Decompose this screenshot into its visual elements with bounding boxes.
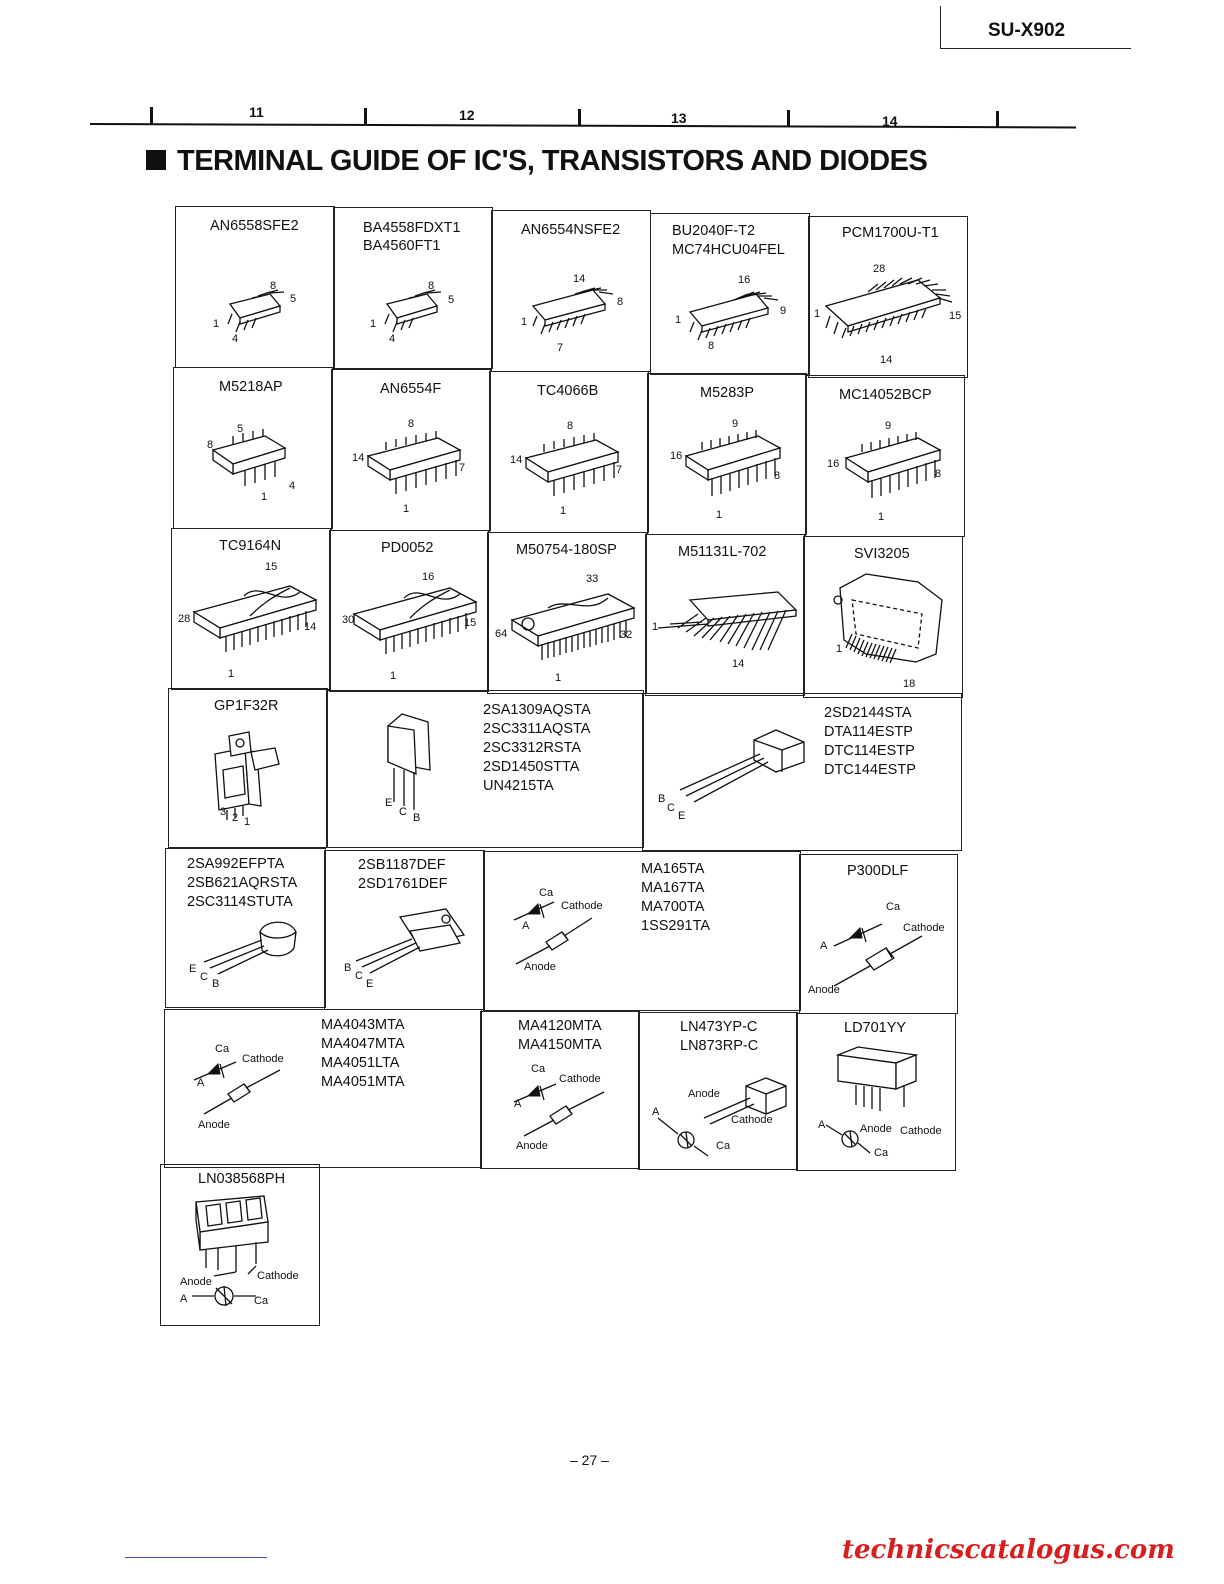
- pin-label: 1: [390, 670, 397, 682]
- dip30-package-icon: [350, 580, 480, 660]
- pin-label: 28: [178, 613, 191, 625]
- pin-label: B: [212, 978, 220, 990]
- part-number: LD701YY: [844, 1020, 907, 1036]
- pin-label: 3: [220, 806, 227, 818]
- pin-label: 7: [557, 342, 564, 354]
- pin-label: A: [180, 1293, 188, 1305]
- pin-label: C: [399, 806, 407, 818]
- ruler-line: [90, 123, 1076, 128]
- pin-label: E: [189, 963, 197, 975]
- sop16-package-icon: [680, 286, 790, 346]
- ruler-tick: [150, 107, 153, 124]
- part-number: MA4051MTA: [321, 1074, 405, 1090]
- pin-label: 5: [237, 423, 244, 435]
- pin-label: E: [678, 810, 686, 822]
- part-number: MA167TA: [641, 880, 705, 896]
- pin-label: Cathode: [731, 1114, 773, 1126]
- part-number: LN038568PH: [198, 1171, 286, 1187]
- pin-label: Anode: [198, 1119, 230, 1131]
- pin-label: 1: [878, 511, 885, 523]
- pin-label: 9: [780, 305, 787, 317]
- title-bullet: [146, 150, 166, 170]
- pin-label: 4: [289, 480, 296, 492]
- pin-label: 4: [389, 333, 396, 345]
- part-number: BU2040F-T2: [672, 223, 756, 239]
- pin-label: 8: [935, 468, 942, 480]
- ruler-label: 12: [459, 107, 475, 123]
- pin-label: 1: [213, 318, 220, 330]
- dip16-package-icon: [680, 430, 790, 500]
- part-number: AN6554NSFE2: [521, 222, 621, 238]
- part-number: MA4051LTA: [321, 1055, 400, 1071]
- part-number: MA4043MTA: [321, 1017, 405, 1033]
- part-number: 2SA992EFPTA: [187, 856, 285, 872]
- part-number: MA4150MTA: [518, 1037, 602, 1053]
- ruler-label: 13: [671, 110, 687, 126]
- page-title: TERMINAL GUIDE OF IC'S, TRANSISTORS AND DIODES: [177, 145, 928, 177]
- part-number: UN4215TA: [483, 778, 554, 794]
- pin-label: Cathode: [559, 1073, 601, 1085]
- part-number: 2SD2144STA: [824, 705, 912, 721]
- pin-label: C: [667, 802, 675, 814]
- led-display-icon: [830, 1045, 950, 1165]
- part-number: MC14052BCP: [839, 387, 932, 403]
- pin-label: 64: [495, 628, 508, 640]
- pin-label: A: [522, 920, 530, 932]
- hybrid-module-icon: [826, 570, 956, 680]
- pin-label: A: [818, 1119, 826, 1131]
- part-number: M5283P: [700, 385, 755, 401]
- pin-label: 1: [814, 308, 821, 320]
- pin-label: Cathode: [903, 922, 945, 934]
- pin-label: 14: [732, 658, 745, 670]
- pin-label: A: [514, 1098, 522, 1110]
- pin-label: 8: [617, 296, 624, 308]
- pin-label: 8: [270, 280, 277, 292]
- pin-label: Ca: [254, 1295, 269, 1307]
- pin-label: 16: [827, 458, 840, 470]
- pin-label: 1: [555, 672, 562, 684]
- page-number: – 27 –: [570, 1452, 609, 1468]
- pin-label: 8: [567, 420, 574, 432]
- part-number: M51131L-702: [678, 544, 767, 560]
- pin-label: 18: [903, 678, 916, 690]
- part-number: 2SD1450STTA: [483, 759, 580, 775]
- dip14-package-icon: [520, 432, 630, 502]
- pin-label: Anode: [808, 984, 840, 996]
- pin-label: 16: [422, 571, 435, 583]
- dip28-package-icon: [190, 578, 320, 658]
- pin-label: 33: [586, 573, 599, 585]
- pin-label: 1: [228, 668, 235, 680]
- pin-label: Ca: [539, 887, 554, 899]
- pin-label: 16: [670, 450, 683, 462]
- pin-label: 8: [207, 439, 214, 451]
- ruler-label: 14: [882, 113, 898, 129]
- part-number: 2SC3114STUTA: [187, 894, 293, 910]
- part-number: DTA114ESTP: [824, 724, 913, 740]
- pin-label: 5: [448, 294, 455, 306]
- dip16-package-icon: [840, 432, 950, 502]
- pin-label: 14: [304, 621, 317, 633]
- pin-label: 1: [675, 314, 682, 326]
- part-number: MA700TA: [641, 899, 705, 915]
- photo-interrupter-icon: [205, 730, 295, 820]
- pin-label: 32: [620, 629, 633, 641]
- ruler-tick: [578, 109, 581, 126]
- pin-label: 14: [510, 454, 523, 466]
- pin-label: 2: [232, 812, 239, 824]
- pin-label: B: [344, 962, 352, 974]
- part-number: GP1F32R: [214, 698, 279, 714]
- part-number: 1SS291TA: [641, 918, 711, 934]
- pin-label: 8: [708, 340, 715, 352]
- pin-label: Anode: [524, 961, 556, 973]
- part-number: PD0052: [381, 540, 434, 556]
- part-number: LN873RP-C: [680, 1038, 759, 1054]
- pin-label: 1: [261, 491, 268, 503]
- pin-label: Cathode: [900, 1125, 942, 1137]
- pin-label: 15: [265, 561, 278, 573]
- part-number: TC9164N: [219, 538, 282, 554]
- part-number: M50754-180SP: [516, 542, 617, 558]
- pin-label: 1: [403, 503, 410, 515]
- dip14-package-icon: [362, 430, 472, 500]
- pin-label: Ca: [716, 1140, 731, 1152]
- part-number: SVI3205: [854, 546, 910, 562]
- part-number: P300DLF: [847, 863, 909, 879]
- ruler-tick: [996, 111, 999, 128]
- pin-label: 7: [616, 464, 623, 476]
- sop14-package-icon: [523, 282, 623, 342]
- small-transistor-icon: [670, 724, 820, 804]
- pin-label: E: [385, 797, 393, 809]
- pin-label: 1: [836, 643, 843, 655]
- pin-label: 1: [560, 505, 567, 517]
- pin-label: B: [658, 793, 666, 805]
- pin-label: Ca: [215, 1043, 230, 1055]
- footer-rule: [125, 1557, 267, 1558]
- sil14-package-icon: [650, 588, 800, 668]
- pin-label: Cathode: [257, 1270, 299, 1282]
- pin-label: 7: [459, 462, 466, 474]
- ruler-tick: [787, 110, 790, 127]
- pin-label: C: [355, 970, 363, 982]
- pin-label: 8: [428, 280, 435, 292]
- pin-label: A: [820, 940, 828, 952]
- part-number: DTC114ESTP: [824, 743, 915, 759]
- pin-label: 5: [290, 293, 297, 305]
- part-number: 2SB621AQRSTA: [187, 875, 298, 891]
- pin-label: 16: [738, 274, 751, 286]
- pin-label: Anode: [860, 1123, 892, 1135]
- part-number: 2SA1309AQSTA: [483, 702, 591, 718]
- pin-label: 8: [774, 470, 781, 482]
- pin-label: Ca: [531, 1063, 546, 1075]
- ruler-tick: [364, 108, 367, 125]
- pin-label: 1: [521, 316, 528, 328]
- pin-label: E: [366, 978, 374, 990]
- part-number: 2SC3311AQSTA: [483, 721, 591, 737]
- part-number: MA165TA: [641, 861, 705, 877]
- pin-label: Ca: [874, 1147, 889, 1159]
- pin-label: Anode: [516, 1140, 548, 1152]
- part-number: MC74HCU04FEL: [672, 242, 785, 258]
- pin-label: Cathode: [242, 1053, 284, 1065]
- part-number: AN6554F: [380, 381, 442, 397]
- pin-label: 9: [732, 418, 739, 430]
- sop28-package-icon: [818, 272, 958, 352]
- pin-label: 30: [342, 614, 355, 626]
- pin-label: Ca: [886, 901, 901, 913]
- pin-label: C: [200, 971, 208, 983]
- model-code: SU-X902: [988, 20, 1066, 41]
- part-number: BA4558FDXT1: [363, 220, 461, 236]
- part-number: M5218AP: [219, 379, 283, 395]
- sop8-package-icon: [218, 284, 298, 344]
- led-bar-icon: [178, 1192, 298, 1322]
- sop8-package-icon: [375, 284, 455, 344]
- pin-label: 14: [352, 452, 365, 464]
- part-number: TC4066B: [537, 383, 599, 399]
- pin-label: 1: [244, 816, 251, 828]
- dip64-package-icon: [508, 586, 638, 666]
- pin-label: 1: [370, 318, 377, 330]
- pin-label: 28: [873, 263, 886, 275]
- part-number: BA4560FT1: [363, 238, 441, 254]
- pin-label: 14: [573, 273, 586, 285]
- part-number: MA4120MTA: [518, 1018, 602, 1034]
- pin-label: B: [413, 812, 421, 824]
- pin-label: 15: [949, 310, 962, 322]
- part-number: AN6558SFE2: [210, 218, 299, 234]
- part-number: 2SB1187DEF: [358, 857, 446, 873]
- pin-label: 4: [232, 333, 239, 345]
- part-number: DTC144ESTP: [824, 762, 916, 778]
- pin-label: A: [197, 1077, 205, 1089]
- pin-label: 15: [464, 617, 477, 629]
- pin-label: A: [652, 1106, 660, 1118]
- ruler-label: 11: [249, 104, 264, 120]
- pin-label: Anode: [688, 1088, 720, 1100]
- pin-label: 8: [408, 418, 415, 430]
- part-number: LN473YP-C: [680, 1019, 758, 1035]
- part-number: PCM1700U-T1: [842, 225, 939, 241]
- watermark: technicscatalogus.com: [842, 1535, 1175, 1565]
- pin-label: Cathode: [561, 900, 603, 912]
- pin-label: 9: [885, 420, 892, 432]
- part-number: 2SC3312RSTA: [483, 740, 582, 756]
- part-number: 2SD1761DEF: [358, 876, 448, 892]
- pin-label: 1: [652, 621, 659, 633]
- pin-label: Anode: [180, 1276, 212, 1288]
- to220-transistor-icon: [350, 905, 470, 985]
- pin-label: 1: [716, 509, 723, 521]
- part-number: MA4047MTA: [321, 1036, 405, 1052]
- pin-label: 14: [880, 354, 893, 366]
